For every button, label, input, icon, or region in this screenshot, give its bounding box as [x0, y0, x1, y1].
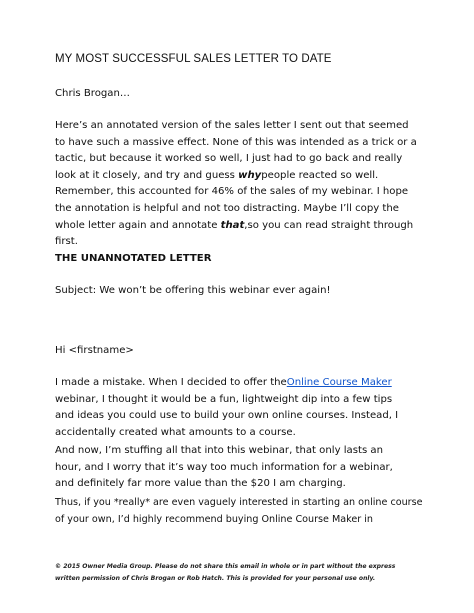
intro-line: Here’s an annotated version of the sales letter I sent out that seemed — [55, 120, 409, 131]
intro-paragraph — [55, 118, 435, 251]
intro-line: the annotation is helpful and not too distracting. Maybe I’ll copy the — [55, 202, 399, 214]
letter-line: And now, I’m stuffing all that into this webinar, that only lasts an — [55, 445, 384, 456]
letter-line: and ideas you could use to build your own online courses. Instead, I — [55, 410, 399, 422]
letter-line: of your own, I’d highly recommend buying Online Course Maker in — [55, 513, 374, 525]
intro-line: look at it closely, and try and guess whypeople reacted so well. — [55, 169, 379, 181]
letter-line: hour, and I worry that it’s way too much information for a webinar, — [55, 461, 393, 473]
footer-line: written permission of Chris Brogan or Rob Hatch. This is provided for your personal use only. — [55, 574, 376, 582]
section-heading: THE UNANNOTATED LETTER — [55, 253, 212, 264]
letter-line: accidentally created what amounts to a course. — [55, 426, 296, 438]
letter-line: I made a mistake. When I decided to offer theOnline Course Maker — [55, 377, 392, 388]
greeting: Hi <firstname> — [55, 345, 134, 356]
letter-line: webinar, I thought it would be a fun, lightweight dip into a few tips — [55, 393, 393, 405]
footer-line: © 2015 Owner Media Group. Please do not share this email in whole or in part without the express — [55, 563, 396, 570]
intro-line: tactic, but because it worked so well, I just had to go back and really — [55, 153, 403, 165]
copyright-footer — [55, 561, 425, 584]
author-line — [55, 86, 435, 103]
letter-paragraph-1 — [55, 375, 435, 441]
author-name: Chris Brogan… — [55, 88, 130, 99]
letter-line: Thus, if you *really* are even vaguely interested in starting an online course — [55, 497, 423, 508]
letter-line: and definitely far more value than the $20 I am charging. — [55, 478, 346, 490]
emphasis-that: that — [220, 219, 245, 231]
intro-line: Remember, this accounted for 46% of the sales of my webinar. I hope — [55, 186, 409, 198]
document-title: MY MOST SUCCESSFUL SALES LETTER TO DATE — [55, 53, 332, 65]
letter-paragraph-2 — [55, 443, 435, 493]
intro-line: whole letter again and annotate that,so you can read straight through — [55, 219, 414, 231]
intro-line: first. — [55, 236, 78, 248]
online-course-maker-link[interactable]: Online Course Maker — [286, 377, 392, 388]
letter-paragraph-3 — [55, 495, 435, 528]
intro-line: to have such a massive effect. None of this was intended as a trick or a — [55, 136, 417, 148]
subject-line: Subject: We won’t be offering this webinar ever again! — [55, 285, 331, 296]
emphasis-why: why — [238, 169, 262, 181]
